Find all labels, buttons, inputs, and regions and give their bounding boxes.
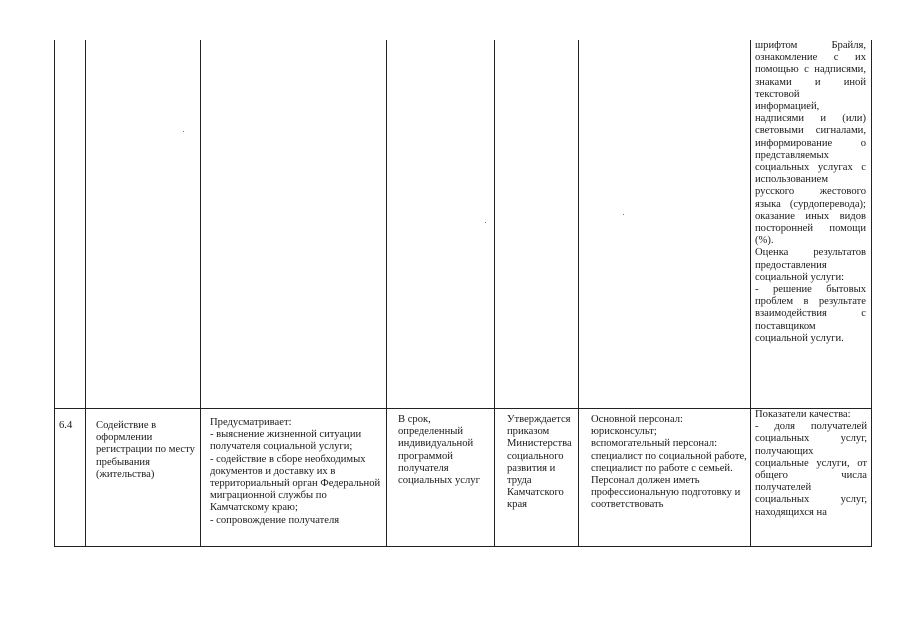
prev-row-quality-text: шрифтом Брайля, ознакомление с их помощью с надписями, знаками и иной текстовой информацией, надписями и (или) световыми сигналами, информирование о представляемых социальных услугах с использованием русского жестового языка (сурдоперевода); оказание иных видов посторонней помощи (%). Оценка результатов предоставления социальной услуги: - решение бытовых проблем в результате взаимодействия с поставщиком социальной услуги.	[755, 40, 866, 344]
service-staff: Основной персонал: юрисконсульт; вспомогательный персонал: специалист по социальной работе, специалист по работе с семьей. Персонал должен иметь профессиональную подготовку и соответствовать	[591, 414, 747, 511]
service-quality-indicators: Показатели качества: - доля получателей социальных услуг, получающих социальные услуги, от общего числа получателей социальных услуг, находящихся на	[755, 409, 867, 518]
col-divider-4	[494, 40, 495, 547]
service-tariff: Утверждается приказом Министерства социального развития и труда Камчатского края	[507, 414, 572, 511]
scan-speck	[485, 222, 486, 223]
row-divider	[54, 408, 872, 409]
table-border-left	[54, 40, 55, 547]
col-divider-2	[200, 40, 201, 547]
col-divider-1	[85, 40, 86, 547]
scan-speck	[183, 131, 184, 132]
table-border-right	[871, 40, 872, 547]
col-divider-6	[750, 40, 751, 547]
service-term: В срок, определенный индивидуальной программой получателя социальных услуг	[398, 414, 480, 487]
row-number: 6.4	[59, 420, 73, 431]
service-description: Предусматривает: - выяснение жизненной ситуации получателя социальной услуги; - содействие в сборе необходимых документов и доставку их в территориальный орган Федеральной миграционной службы по Камчатскому краю; - сопровождение получателя	[210, 417, 381, 526]
table-border-bottom	[54, 546, 872, 547]
scan-speck	[623, 214, 624, 215]
service-name: Содействие в оформлении регистрации по месту пребывания (жительства)	[96, 420, 195, 480]
